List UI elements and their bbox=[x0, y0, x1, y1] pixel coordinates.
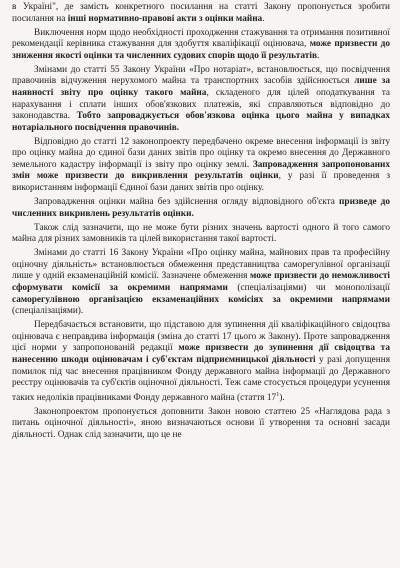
bold-text: Тобто запроваджується обов'язкова оцінка цього майна у випадках нотаріального посвідчення правочинів. bbox=[12, 111, 390, 133]
bold-text: інші нормативно-правові акти з оцінки майна bbox=[67, 13, 263, 24]
paragraph bbox=[12, 28, 390, 63]
paragraph bbox=[12, 223, 390, 246]
text-run: в Україні", де замість конкретного посилання на статті Закону пропонується зробити посилання на bbox=[12, 2, 390, 24]
paragraph bbox=[12, 320, 390, 404]
paragraph bbox=[12, 248, 390, 318]
bold-text: може призвести до зупинення дії свідоцтва та нанесенню шкоди оцінювачам і суб'єктам підприємницької діяльності bbox=[12, 343, 390, 365]
bold-text: лише за наявності звіту про оцінку такого майна bbox=[12, 76, 390, 98]
bold-text: Запровадження запропонованих змін може призвести до викривлення результатів оцінки bbox=[12, 159, 390, 182]
text-run: Передбачається встановити, що підставою для зупинення дії кваліфікаційного свідоцтва оцінювача є неправдива інформація (зміна до статті 17 цього ж Закону). Проте запровадження цієї норми у запропонованій редакції bbox=[12, 320, 390, 354]
text-run: Законопроектом пропонується доповнити Закон новою статтею 25 «Наглядова рада з питань оціночної діяльності», яною визначаються основи її утворення та основні засади діяльності. Однак слід зазначити, що це не bbox=[12, 406, 390, 440]
paragraph bbox=[12, 65, 390, 135]
text-run: Виключення норм щодо необхідності проходження стажування та отримання позитивної рекомендації керівника стажування для здобуття кваліфікації оцінювача, bbox=[12, 27, 390, 50]
text-run: Змінами до статті 55 Закону України «Про нотаріат», встановлюється, що посвідчення правочинів відчуження нерухомого майна та транспортних засобів здійснюється bbox=[12, 64, 390, 87]
text-run: у разі допущення помилок під час внесення працівником Фонду державного майна інформації до Державного реєстру оцінювачів та суб'єктів оціночної діяльності. Теж саме стосується процедури усунення таких недоліків працівниками Фонду державного майна (стаття 17 bbox=[12, 354, 390, 403]
bold-text: може призвести до зниження якості оцінки та численних судових спорів щодо її результатів bbox=[12, 39, 390, 61]
bold-text: саморегулівною організацією екзаменаційних комісіях за окремими напрямами bbox=[12, 294, 390, 305]
text-run: ). bbox=[279, 392, 285, 403]
paragraph bbox=[12, 197, 390, 220]
text-run: . bbox=[316, 50, 320, 61]
bold-text: може призвести до неможливості сформувати комісії за окремими напрямами bbox=[12, 271, 390, 293]
bold-text: призведе до численних викривлень результатів оцінки. bbox=[12, 197, 390, 219]
text-run: Відповідно до статті 12 законопроекту передбачено окреме внесення інформації із звіту про оцінку майна до єдиної бази даних звітів про оцінку та окремо внесення до Державного земельного кадастру інформації із звіту про оцінку землі. bbox=[12, 136, 390, 170]
paragraph bbox=[12, 2, 390, 25]
text-run: (спеціалізаціями) чи монополізації bbox=[227, 283, 390, 293]
paragraph bbox=[12, 407, 390, 442]
text-run: 1 bbox=[276, 391, 280, 398]
paragraph bbox=[12, 137, 390, 195]
text-run: . bbox=[262, 13, 265, 24]
text-run: Змінами до статті 16 Закону України «Про оцінку майна, майнових прав та професійну оціночну діяльність» встановлюється обмеження представництва саморегулівної організації лише у одній екзаменаційній комісії. Зазначене обмеження bbox=[12, 248, 390, 282]
text-run: Запровадження оцінки майна без здійснення огляду відповідного об'єкта bbox=[34, 197, 340, 208]
text-run: , у разі її проведення з використанням інформації Єдиної бази даних звітів про оцінку. bbox=[12, 171, 390, 194]
text-run: (спеціалізаціями). bbox=[12, 306, 84, 317]
text-run: Також слід зазначити, що не може бути різних значень вартості одного й того самого майна для різних замовників та цілей використання такої вартості. bbox=[12, 222, 390, 245]
text-run: , складеного для цілей оподаткування та нарахування і сплати інших обов'язкових платежів, які справляються відповідно до законодавства. bbox=[12, 87, 391, 122]
